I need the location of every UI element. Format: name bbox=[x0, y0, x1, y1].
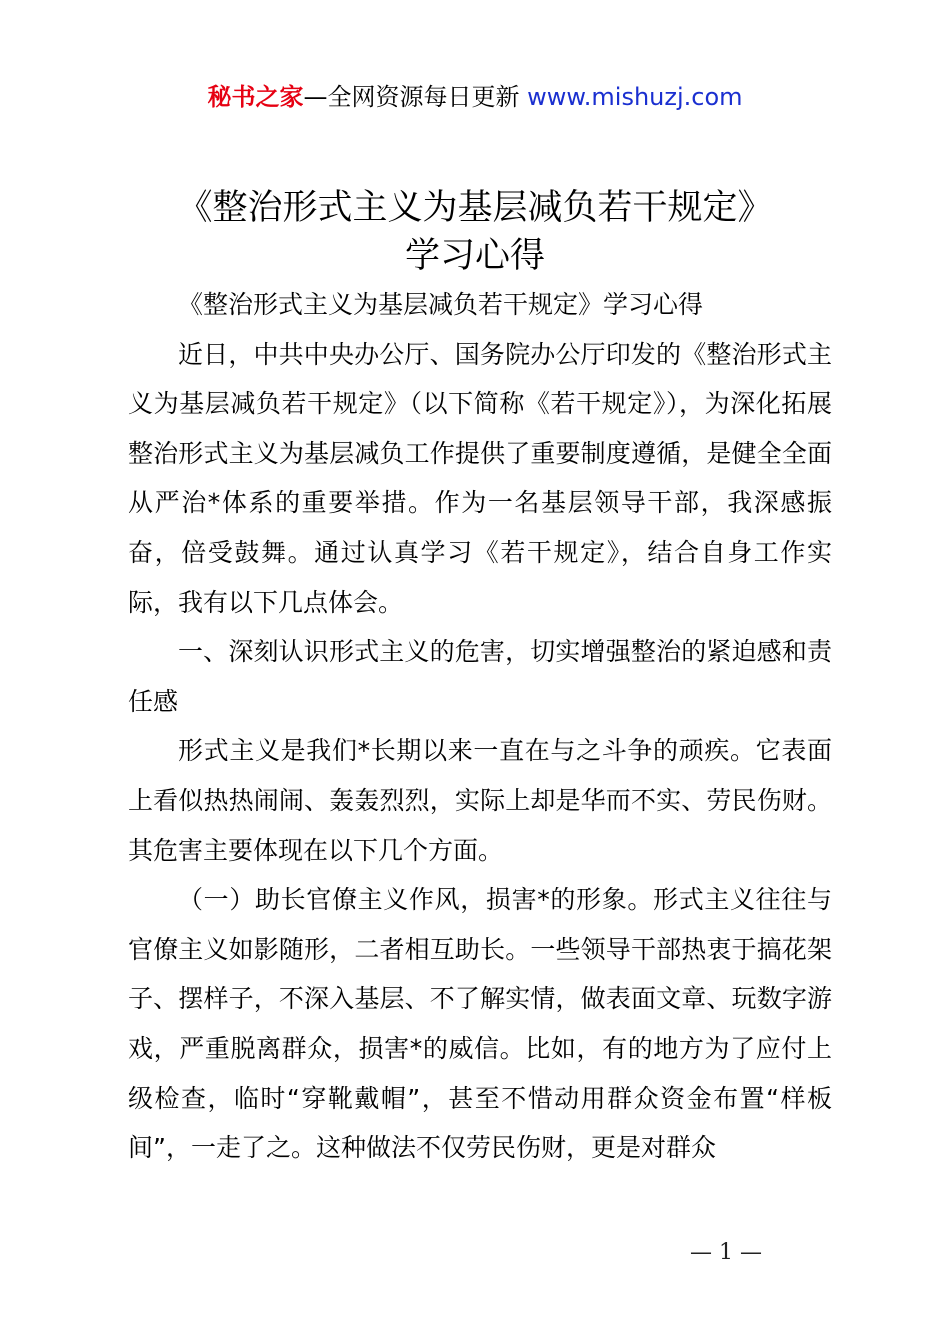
page-number: — 1 — bbox=[690, 1240, 762, 1265]
body-paragraph: 近日，中共中央办公厅、国务院办公厅印发的《整治形式主义为基层减负若干规定》（以下简称《若干规定》），为深化拓展整治形式主义为基层减负工作提供了重要制度遵循，是健全全面从严治*体系的重要举措。作为一名基层领导干部，我深感振奋，倍受鼓舞。通过认真学习《若干规定》，结合自身工作实际，我有以下几点体会。 bbox=[128, 339, 832, 617]
subtitle-paragraph: 《整治形式主义为基层减负若干规定》学习心得 bbox=[178, 290, 704, 319]
section-heading: 一、深刻认识形式主义的危害，切实增强整治的紧迫感和责任感 bbox=[128, 637, 832, 716]
site-tagline: —全网资源每日更新 bbox=[303, 83, 528, 111]
body-paragraph: （一）助长官僚主义作风，损害*的形象。形式主义往往与官僚主义如影随形，二者相互助长。一些领导干部热衷于搞花架子、摆样子，不深入基层、不了解实情，做表面文章、玩数字游戏，严重脱离群众，损害*的威信。比如，有的地方为了应付上级检查，临时“穿靴戴帽”，甚至不惜动用群众资金布置“样板间”，一走了之。这种做法不仅劳民伤财，更是对群众 bbox=[128, 885, 832, 1163]
document-body bbox=[128, 280, 832, 1173]
site-brand: 秘书之家 bbox=[207, 83, 304, 111]
site-header bbox=[0, 80, 950, 114]
title-line-2: 学习心得 bbox=[404, 236, 545, 276]
site-url[interactable]: www.mishuzj.com bbox=[527, 83, 743, 111]
document-title bbox=[0, 184, 950, 280]
title-line-1: 《整治形式主义为基层减负若干规定》 bbox=[177, 188, 773, 228]
body-paragraph: 形式主义是我们*长期以来一直在与之斗争的顽疾。它表面上看似热热闹闹、轰轰烈烈，实际上却是华而不实、劳民伤财。其危害主要体现在以下几个方面。 bbox=[128, 736, 832, 865]
